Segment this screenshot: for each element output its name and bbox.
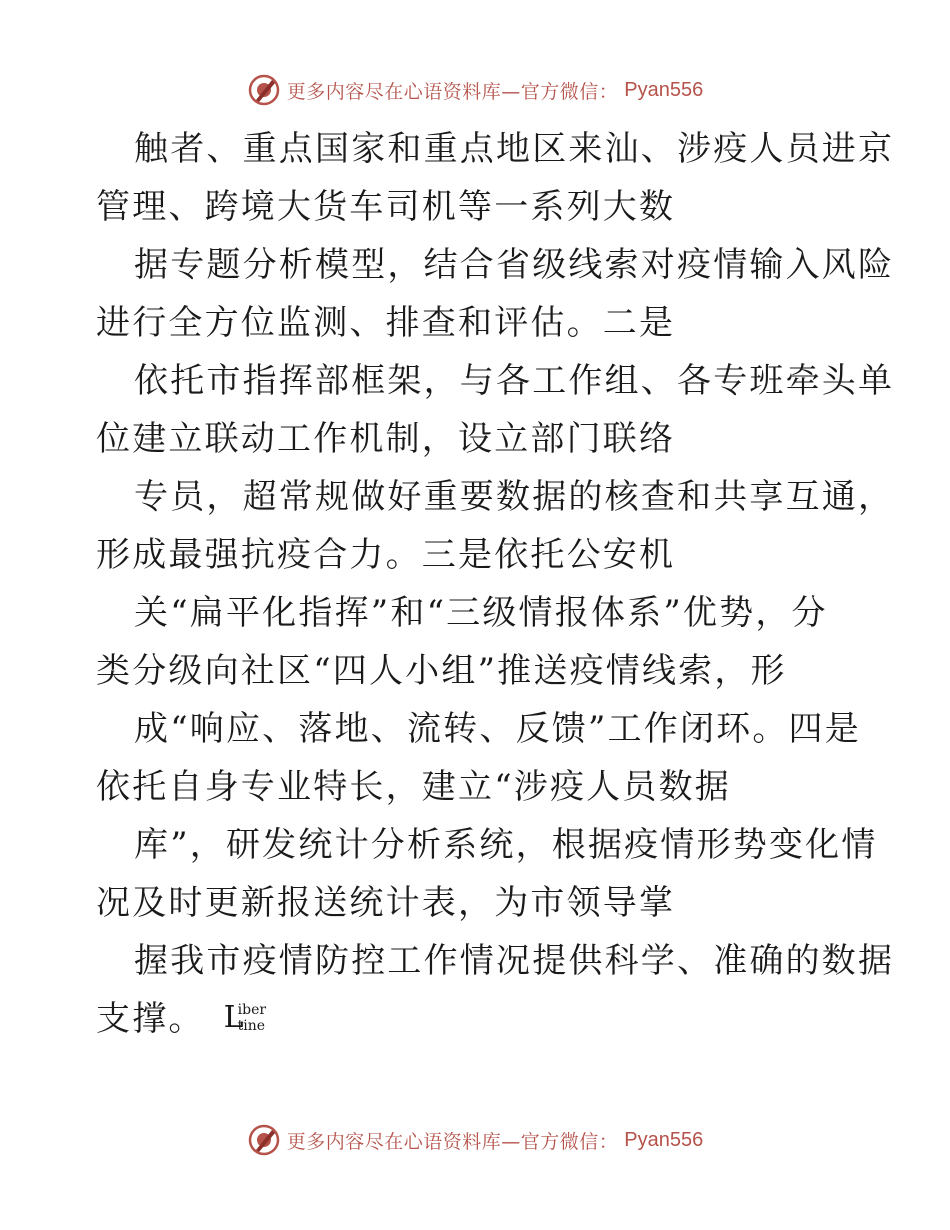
header-banner <box>0 70 950 110</box>
text-line: 况及时更新报送统计表，为市领导掌 <box>96 883 676 923</box>
header-wechat-handle: Pyan556 <box>624 78 704 101</box>
text-line: 专员，超常规做好重要数据的核查和共享互通， <box>134 477 895 517</box>
text-line-last <box>96 990 856 1048</box>
text-line: 位建立联动工作机制，设立部门联络 <box>96 419 676 459</box>
footer-promo-text: 更多内容尽在心语资料库—官方微信： <box>286 1130 619 1153</box>
text-line: 形成最强抗疫合力。三是依托公安机 <box>96 535 676 575</box>
logo-bottom-text: tine <box>237 1018 266 1034</box>
footer-wechat-handle: Pyan556 <box>624 1128 704 1151</box>
text-line: 触者、重点国家和重点地区来汕、涉疫人员进京 <box>134 129 895 169</box>
footer-banner <box>0 1120 950 1160</box>
pen-logo-icon <box>247 1123 281 1157</box>
last-line-text: 支撑。 <box>96 999 205 1039</box>
text-line: 库”，研发统计分析系统，根据疫情形势变化情 <box>134 825 878 865</box>
libertine-logo <box>222 1001 268 1041</box>
text-line: 握我市疫情防控工作情况提供科学、准确的数据 <box>134 941 895 981</box>
text-line: 关“扁平化指挥”和“三级情报体系”优势，分 <box>134 593 828 633</box>
text-line: 依托自身专业特长，建立“涉疫人员数据 <box>96 767 731 807</box>
text-line: 管理、跨境大货车司机等一系列大数 <box>96 187 676 227</box>
text-line: 进行全方位监测、排查和评估。二是 <box>96 303 676 343</box>
text-line: 依托市指挥部框架，与各工作组、各专班牵头单 <box>134 361 895 401</box>
logo-top-text: iber <box>237 1002 267 1018</box>
document-body <box>96 120 895 1048</box>
text-line: 类分级向社区“四人小组”推送疫情线索，形 <box>96 651 787 691</box>
text-line: 成“响应、落地、流转、反馈”工作闭环。四是 <box>134 709 861 749</box>
pen-logo-icon <box>247 73 281 107</box>
logo-letter: L <box>223 1000 246 1035</box>
text-line: 据专题分析模型，结合省级线索对疫情输入风险 <box>134 245 895 285</box>
header-promo-text: 更多内容尽在心语资料库—官方微信： <box>286 80 619 103</box>
